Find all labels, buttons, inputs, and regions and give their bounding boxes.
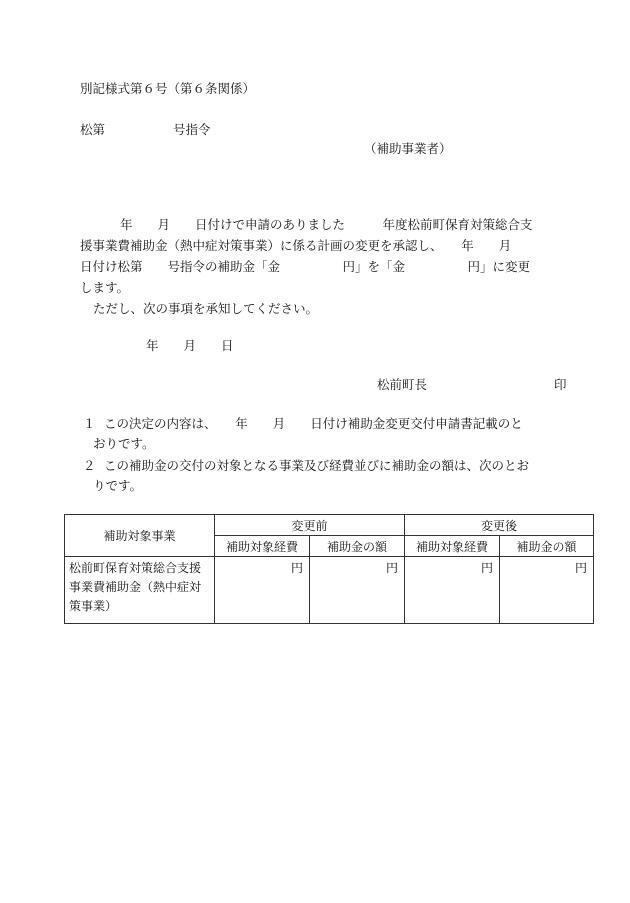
body-line-3: 日付け松第 号指令の補助金「金 円」を「金 円」に変更 <box>80 259 531 274</box>
reference-number-suffix: 号指令 <box>173 122 211 137</box>
condition-text-line: おりです。 <box>93 436 155 451</box>
condition-item-2 <box>80 456 570 496</box>
issue-date-line: 年 月 日 <box>146 338 234 353</box>
condition-text-line: この決定の内容は、 年 月 日付け補助金変更交付申請書記載のと <box>104 416 523 431</box>
header-before-change: 変更前 <box>215 515 405 536</box>
reference-number-prefix: 松第 <box>80 122 106 137</box>
table-header-row <box>65 515 594 536</box>
header-before-amount: 補助金の額 <box>310 536 405 557</box>
form-title: 別記様式第６号（第６条関係） <box>80 81 256 96</box>
header-after-change: 変更後 <box>405 515 594 536</box>
before-cost-cell: 円 <box>215 557 310 624</box>
after-cost-cell: 円 <box>405 557 500 624</box>
table-row <box>65 557 594 624</box>
condition-text-line: この補助金の交付の対象となる事業及び経費並びに補助金の額は、次のとお <box>104 458 530 473</box>
header-after-cost: 補助対象経費 <box>405 536 500 557</box>
before-amount-cell: 円 <box>310 557 405 624</box>
signing-official: 松前町長 <box>377 377 428 392</box>
body-line-2: 援事業費補助金（熱中症対策事業）に係る計画の変更を承認し、 年 月 <box>80 238 512 253</box>
after-amount-cell: 円 <box>500 557 594 624</box>
project-name-cell: 松前町保育対策総合支援事業費補助金（熱中症対策事業） <box>65 557 215 624</box>
addressee-label: （補助事業者） <box>364 141 452 156</box>
header-before-cost: 補助対象経費 <box>215 536 310 557</box>
condition-number: １ <box>83 416 96 431</box>
header-after-amount: 補助金の額 <box>500 536 594 557</box>
seal-mark: 印 <box>554 377 567 392</box>
grant-table <box>64 514 594 624</box>
proviso-line: ただし、次の事項を承知してください。 <box>93 301 319 316</box>
condition-item-1 <box>80 414 570 454</box>
header-project: 補助対象事業 <box>65 515 215 557</box>
body-line-4: します。 <box>80 280 130 295</box>
body-line-1: 年 月 日付けで申請のありました 年度松前町保育対策総合支 <box>120 217 533 232</box>
body-paragraph <box>80 214 570 319</box>
condition-text-line: りです。 <box>93 478 143 493</box>
condition-number: ２ <box>83 458 96 473</box>
